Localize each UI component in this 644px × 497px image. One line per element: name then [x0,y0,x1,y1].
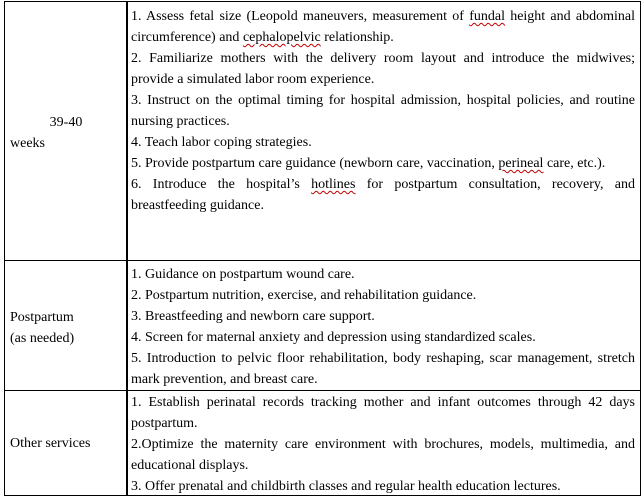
spellcheck-word: fundal [469,9,505,24]
spellcheck-word: perineal [498,156,544,171]
spellcheck-word: cephalopelvic [242,30,321,45]
list-item: 5. Provide postpartum care guidance (newborn care, vaccination, perineal care, etc.). [131,156,606,171]
table-right-border [640,2,641,495]
list-item: 3. Instruct on the optimal timing for hospital admission, hospital policies, and routine nursing practices. [131,93,635,129]
row-label-39-40-weeks [10,112,122,154]
row-content-39-40-weeks [131,6,635,216]
list-item: 4. Screen for maternal anxiety and depression using standardized scales. [131,330,536,345]
row-label-postpartum [10,307,122,349]
row-label-line: Other services [10,436,91,451]
list-item: 2. Postpartum nutrition, exercise, and rehabilitation guidance. [131,288,477,303]
list-item: 4. Teach labor coping strategies. [131,135,312,150]
list-item: 5. Introduction to pelvic floor rehabilitation, body reshaping, scar management, stretch mark prevention, and breast care. [131,351,635,387]
list-item: 1. Establish perinatal records tracking mother and infant outcomes through 42 days postpartum. [131,395,635,431]
list-item: 3. Breastfeeding and newborn care support. [131,309,375,324]
list-item: 3. Offer prenatal and childbirth classes and regular health education lectures. [131,479,561,494]
services-table [4,1,641,496]
row-content-postpartum [131,264,635,390]
list-item: 6. Introduce the hospital’s hotlines for postpartum consultation, recovery, and breastfeeding guidance. [131,177,635,213]
row-content-other-services [131,392,635,497]
spellcheck-word: hotlines [311,177,356,192]
row-divider-2 [4,390,641,391]
row-label-line: (as needed) [10,331,75,346]
row-label-line: 39-40 [49,115,83,130]
row-label-line: weeks [10,136,45,151]
list-item: 2. Familiarize mothers with the delivery room layout and introduce the midwives; provide a simulated labor room experience. [131,51,635,87]
row-label-line: Postpartum [10,310,74,325]
table-column-divider [126,2,128,495]
list-item: 1. Assess fetal size (Leopold maneuvers, measurement of fundal height and abdominal circumference) and cephalopelvic relationship. [131,9,635,45]
list-item: 1. Guidance on postpartum wound care. [131,267,355,282]
row-divider-1 [4,260,641,261]
table-left-border [4,2,5,495]
list-item: 2.Optimize the maternity care environment with brochures, models, multimedia, and educational displays. [131,437,635,473]
row-label-other-services [10,433,122,454]
